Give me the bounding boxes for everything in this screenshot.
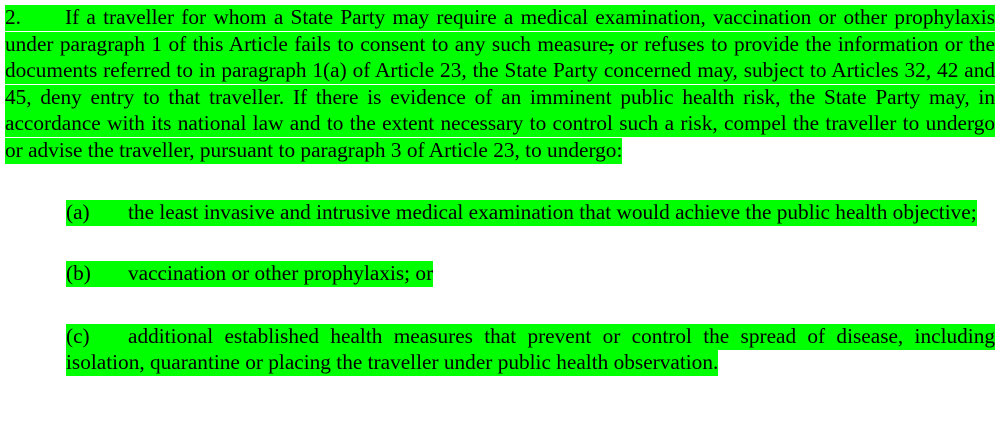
paragraph-text-part-1: If a traveller for whom a State Party may require a medical examination, vaccination or other prophylaxis under paragraph 1 of this Article fails to consent to any such measure [5, 5, 995, 56]
paragraph-number: 2. [5, 5, 21, 29]
list-item-b [66, 260, 995, 287]
list-item-text: the least invasive and intrusive medical examination that would achieve the public health objective; [128, 199, 977, 224]
list-item-highlight [66, 261, 433, 287]
list-item-label: (b) [66, 261, 91, 286]
paragraph-highlight [5, 5, 995, 164]
list-item-text: additional established health measures that prevent or control the spread of disease, including isolation, quarantine or placing the traveller under public health observation. [66, 323, 995, 375]
list-item-a [66, 199, 995, 226]
list-item-highlight [66, 324, 995, 377]
document-body [5, 4, 995, 376]
list-item-highlight [66, 200, 977, 226]
list-item-label: (a) [66, 199, 90, 224]
list-item-label: (c) [66, 323, 90, 348]
struck-comma: , [608, 31, 614, 56]
list-item-c [66, 323, 995, 376]
paragraph-text-part-2: or refuses to provide the information or the documents referred to in paragraph 1(a) of Article 23, the State Party concerned may, subject to Articles 32, 42 and 45, deny entry to that traveller. If there is evidence of an imminent public health risk, the State Party may, in accordance with its national law and to the extent necessary to control such a risk, compel the traveller to undergo or advise the traveller, pursuant to paragraph 3 of Article 23, to undergo: [5, 31, 995, 162]
paragraph-2 [5, 4, 995, 164]
list-item-text: vaccination or other prophylaxis; or [128, 261, 434, 286]
